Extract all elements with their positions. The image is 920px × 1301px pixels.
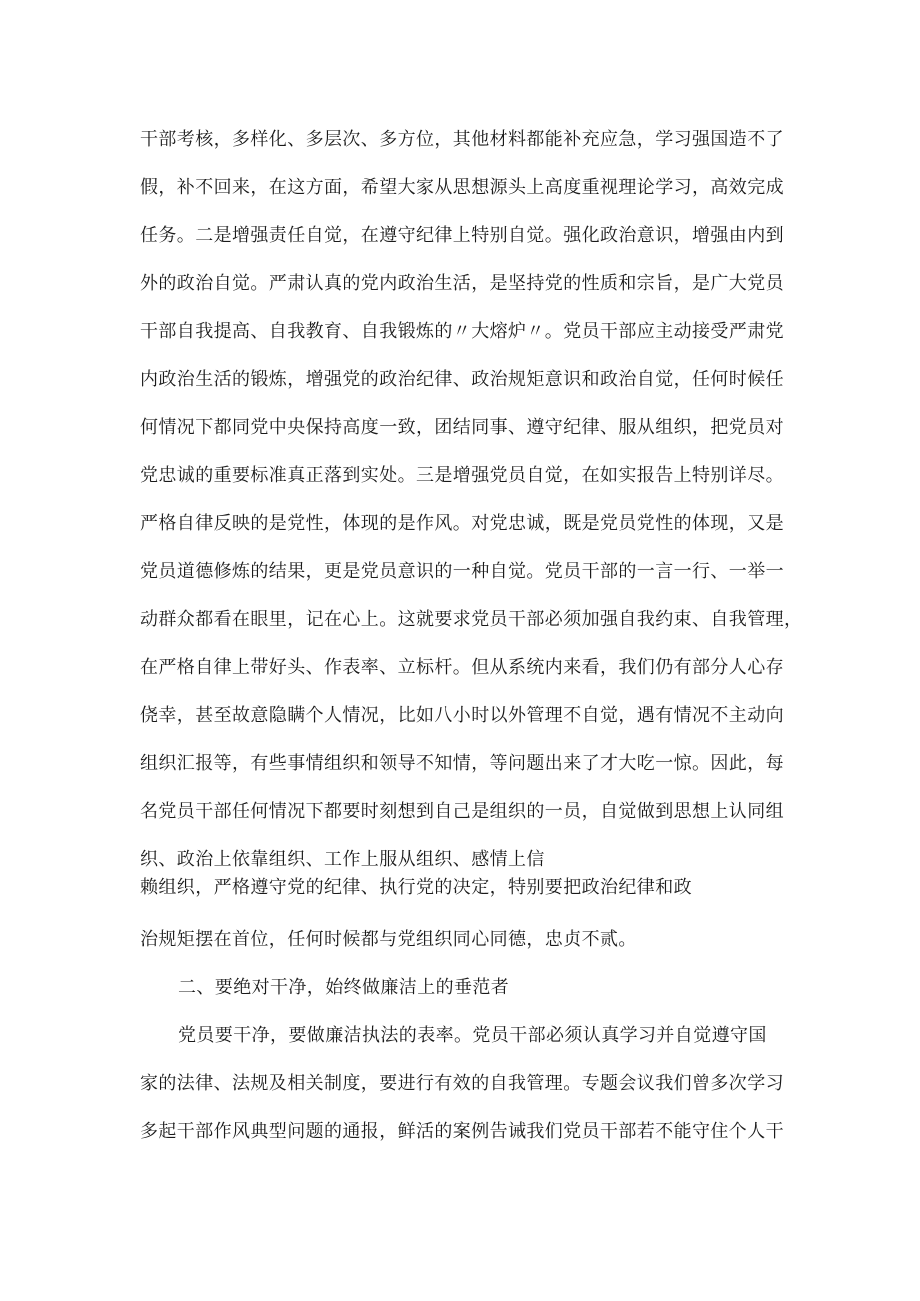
text-line: 在严格自律上带好头、作表率、立标杆。但从系统内来看，我们仍有部分人心存 <box>140 657 784 678</box>
text-line: 组织汇报等，有些事情组织和领导不知情，等问题出来了才大吃一惊。因此，每 <box>140 753 784 774</box>
text-line: 党员道德修炼的结果，更是党员意识的一种自觉。党员干部的一言一行、一举一 <box>140 561 784 582</box>
text-line: 干部考核，多样化、多层次、多方位，其他材料都能补充应急，学习强国造不了 <box>140 129 784 150</box>
text-line: 党员要干净，要做廉洁执法的表率。党员干部必须认真学习并自觉遵守国 <box>178 1025 767 1046</box>
text-line: 动群众都看在眼里，记在心上。这就要求党员干部必须加强自我约束、自我管理， <box>140 609 803 630</box>
text-line: 名党员干部任何情况下都要时刻想到自己是组织的一员，自觉做到思想上认同组 <box>140 801 784 822</box>
section-heading: 二、要绝对干净，始终做廉洁上的垂范者 <box>178 977 510 998</box>
text-line: 内政治生活的锻炼，增强党的政治纪律、政治规矩意识和政治自觉，任何时候任 <box>140 369 784 390</box>
text-line: 何情况下都同党中央保持高度一致，团结同事、遵守纪律、服从组织，把党员对 <box>140 417 784 438</box>
text-line: 家的法律、法规及相关制度，要进行有效的自我管理。专题会议我们曾多次学习 <box>140 1073 784 1094</box>
text-line: 侥幸，甚至故意隐瞒个人情况，比如八小时以外管理不自觉，遇有情况不主动向 <box>140 705 784 726</box>
text-line: 假，补不回来，在这方面，希望大家从思想源头上高度重视理论学习，高效完成 <box>140 177 784 198</box>
text-line: 干部自我提高、自我教育、自我锻炼的〃大熔炉〃。党员干部应主动接受严肃党 <box>140 321 784 342</box>
text-line: 织、政治上依靠组织、工作上服从组织、感情上信 <box>140 849 545 870</box>
text-line: 严格自律反映的是党性，体现的是作风。对党忠诚，既是党员党性的体现，又是 <box>140 513 784 534</box>
text-line: 外的政治自觉。严肃认真的党内政治生活，是坚持党的性质和宗旨，是广大党员 <box>140 273 784 294</box>
text-line: 党忠诚的重要标准真正落到实处。三是增强党员自觉，在如实报告上特别详尽。 <box>140 465 784 486</box>
text-line: 治规矩摆在首位，任何时候都与党组织同心同德，忠贞不贰。 <box>140 929 637 950</box>
text-line: 赖组织，严格遵守党的纪律、执行党的决定，特别要把政治纪律和政 <box>140 877 692 898</box>
text-line: 多起干部作风典型问题的通报，鲜活的案例告诫我们党员干部若不能守住个人干 <box>140 1121 784 1142</box>
text-line: 任务。二是增强责任自觉，在遵守纪律上特别自觉。强化政治意识，增强由内到 <box>140 225 784 246</box>
